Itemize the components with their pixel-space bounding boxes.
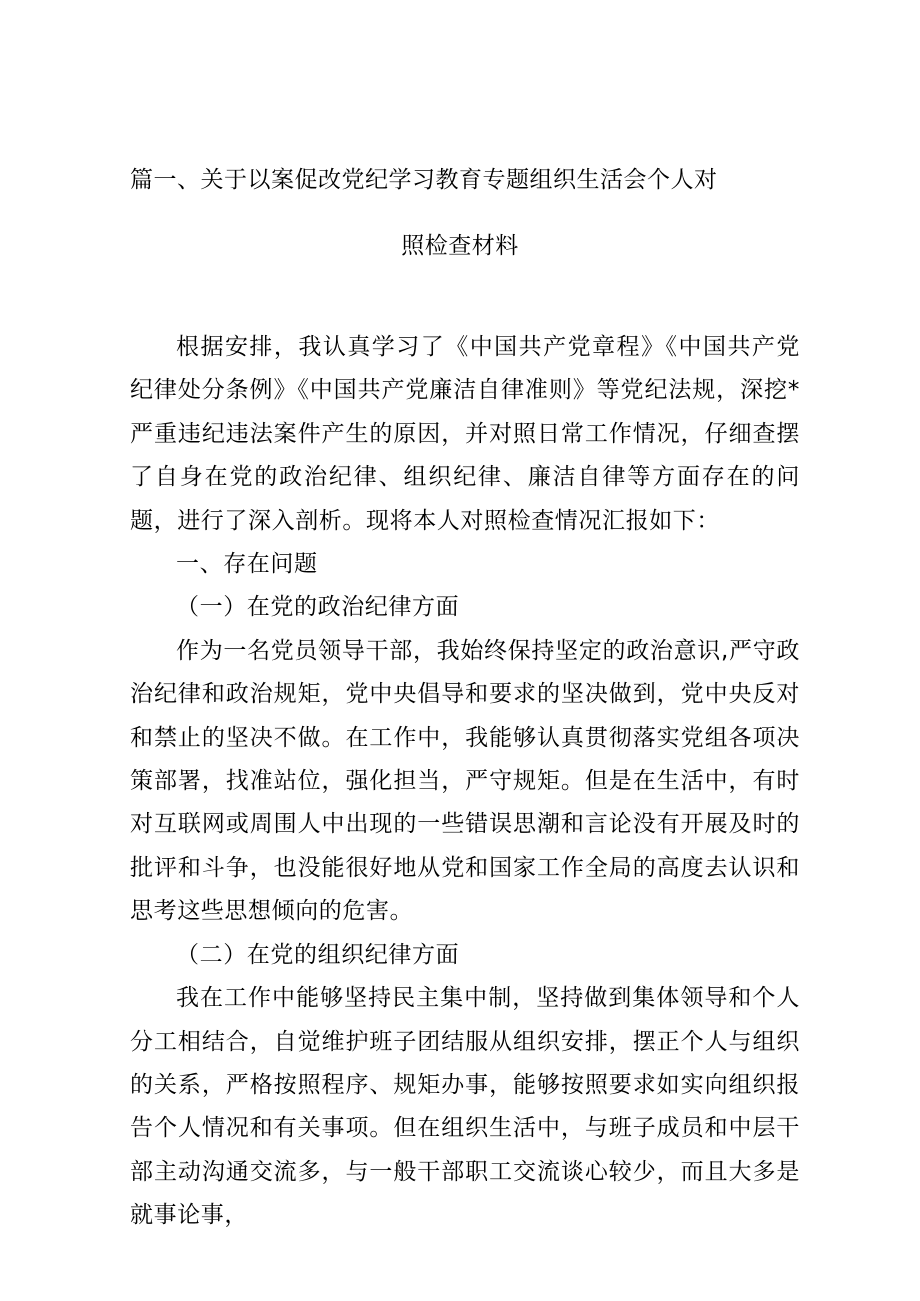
document-body	[130, 326, 800, 1238]
document-title-line-1: 篇一、关于以案促改党纪学习教育专题组织生活会个人对	[130, 167, 718, 193]
subsection-heading-political-discipline: （一）在党的政治纪律方面	[176, 594, 460, 621]
document-title-line-2: 照检查材料	[401, 233, 519, 259]
section-heading-problems: 一、存在问题	[176, 551, 318, 578]
subsection-heading-organizational-discipline: （二）在党的组织纪律方面	[176, 941, 460, 968]
political-discipline-paragraph: 作为一名党员领导干部，我始终保持坚定的政治意识,严守政治纪律和政治规矩，党中央倡导和要求的坚决做到，党中央反对和禁止的坚决不做。在工作中，我能够认真贯彻落实党组各项决策部署，找准站位，强化担当，严守规矩。但是在生活中，有时对互联网或周围人中出现的一些错误思潮和言论没有开展及时的批评和斗争，也没能很好地从党和国家工作全局的高度去认识和思考这些思想倾向的危害。	[130, 637, 800, 925]
intro-paragraph: 根据安排，我认真学习了《中国共产党章程》《中国共产党纪律处分条例》《中国共产党廉洁自律准则》等党纪法规，深挖*严重违纪违法案件产生的原因，并对照日常工作情况，仔细查摆了自身在党的政治纪律、组织纪律、廉洁自律等方面存在的问题，进行了深入剖析。现将本人对照检查情况汇报如下：	[130, 334, 800, 534]
organizational-discipline-paragraph: 我在工作中能够坚持民主集中制，坚持做到集体领导和个人分工相结合，自觉维护班子团结服从组织安排，摆正个人与组织的关系，严格按照程序、规矩办事，能够按照要求如实向组织报告个人情况和有关事项。但在组织生活中，与班子成员和中层干部主动沟通交流多，与一般干部职工交流谈心较少，而且大多是就事论事，	[130, 985, 800, 1229]
